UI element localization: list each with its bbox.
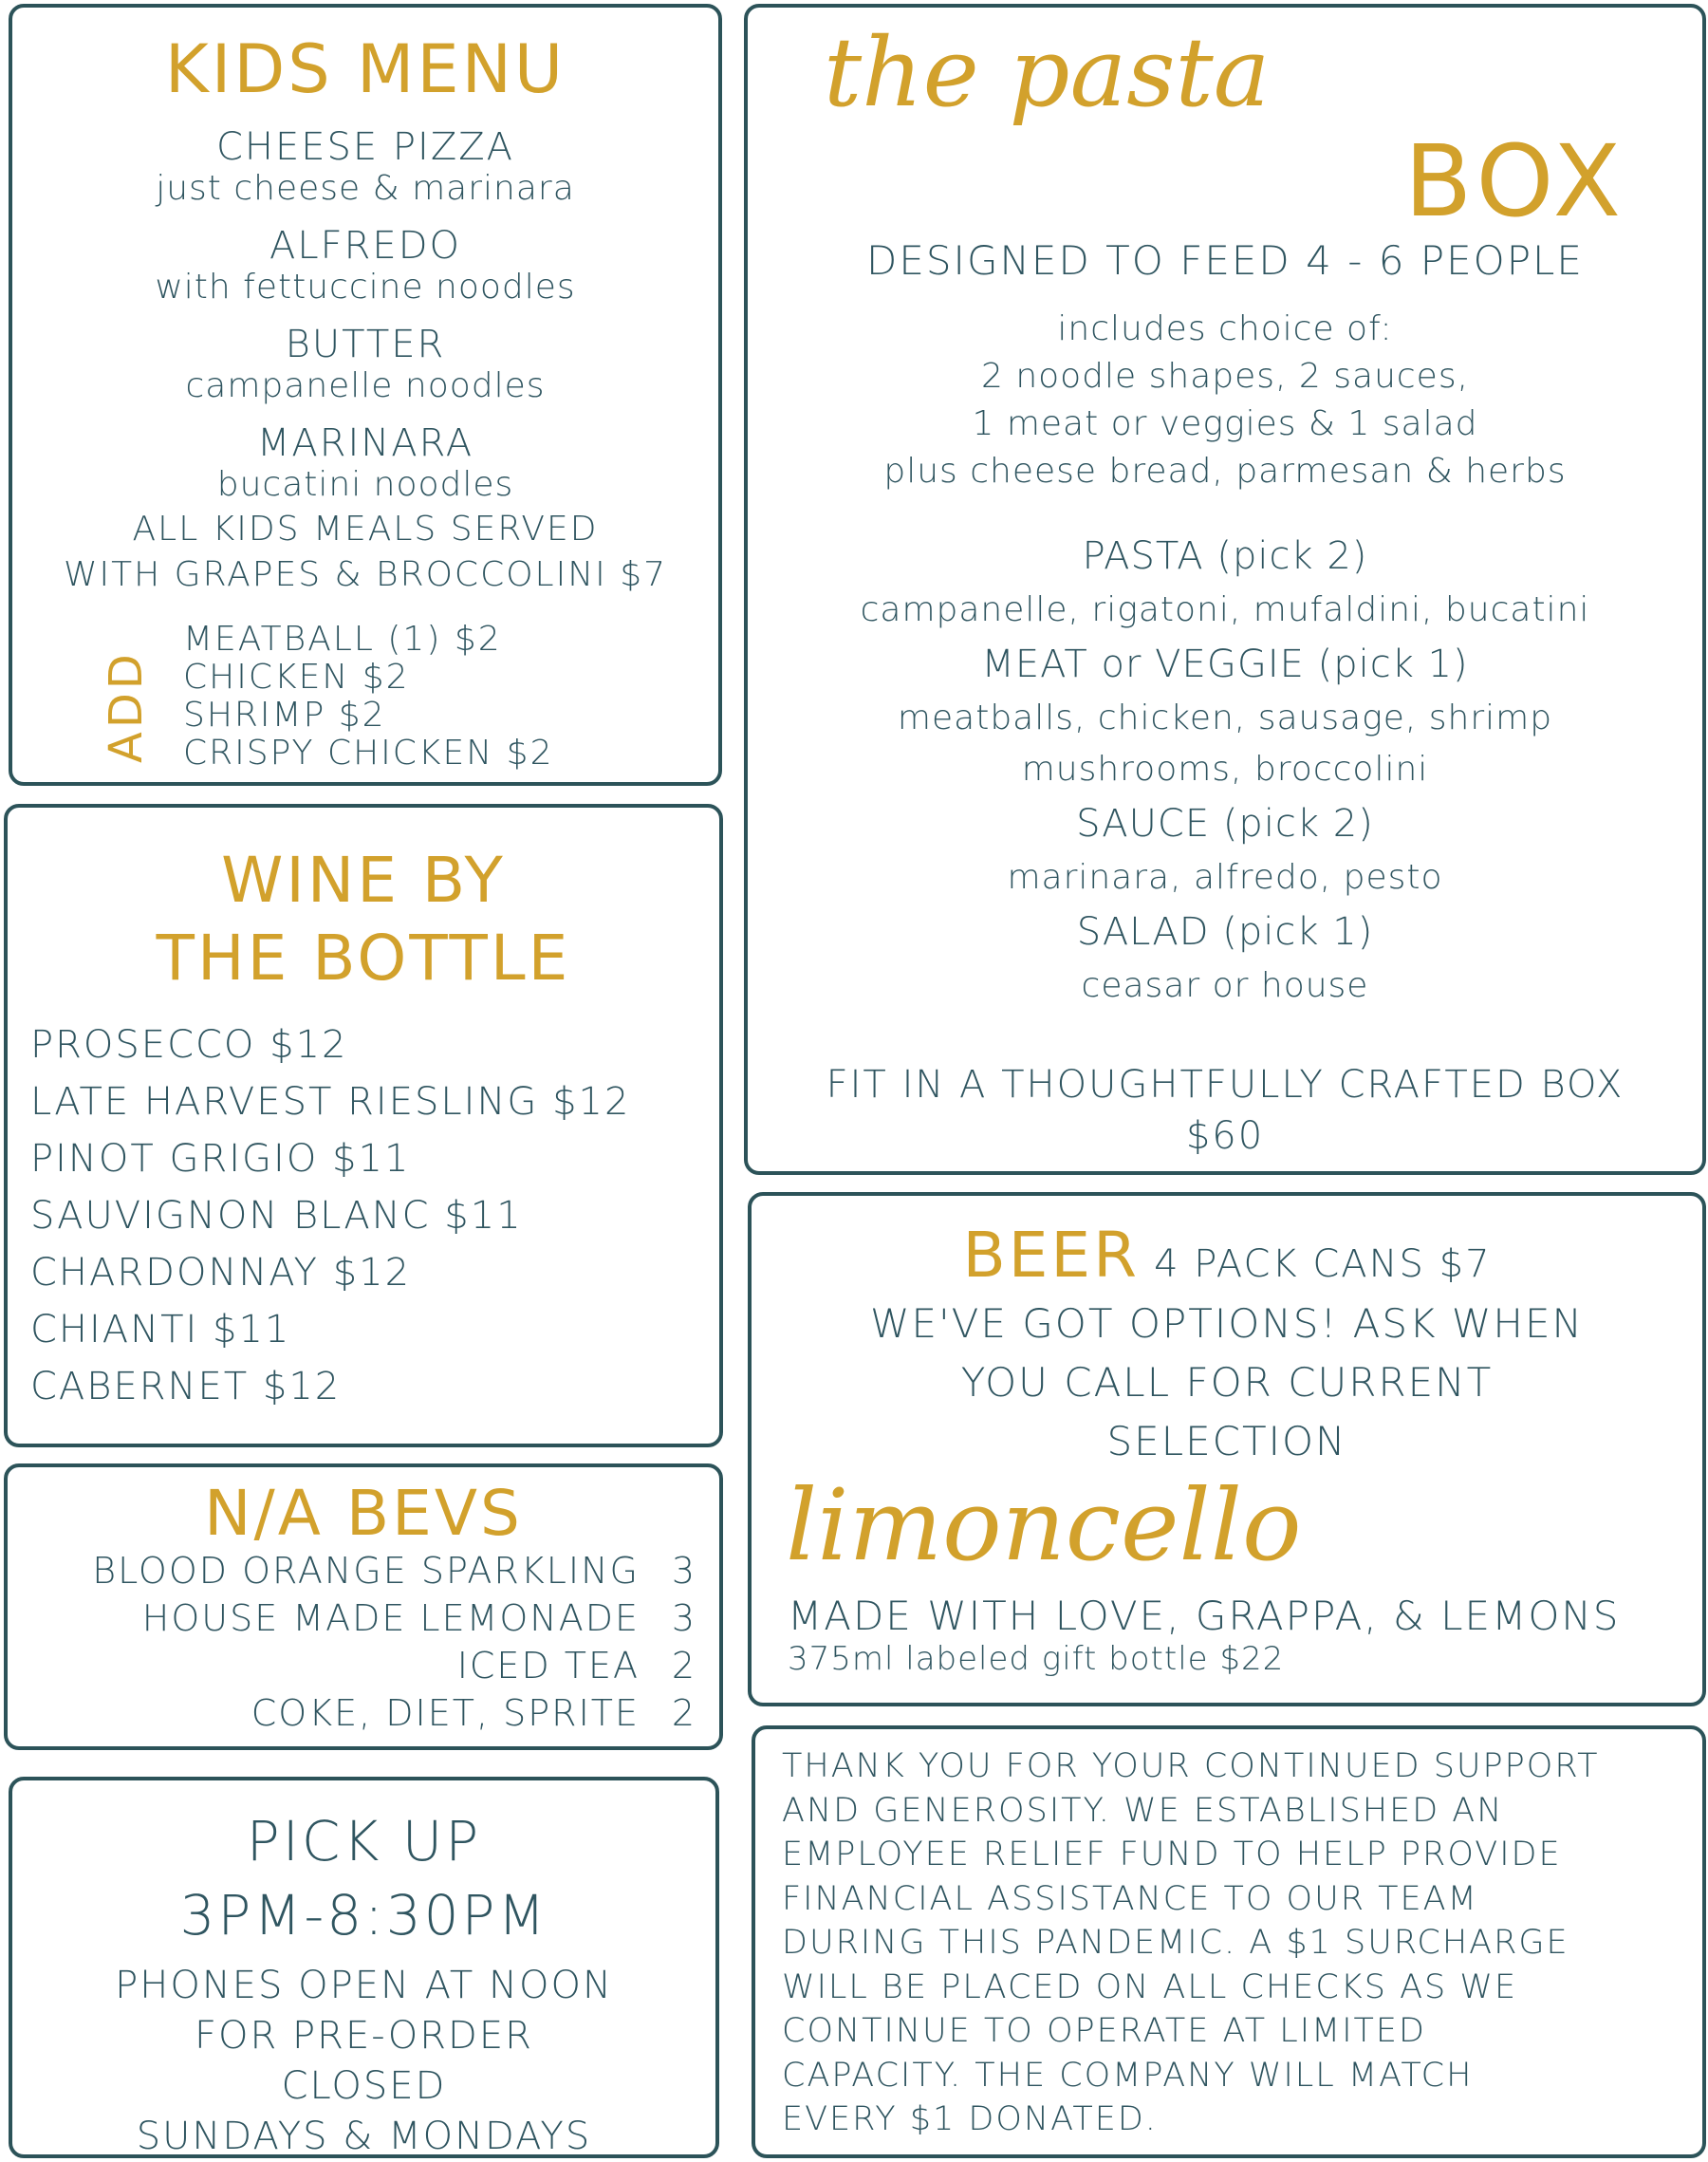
pickup-line: FOR PRE-ORDER	[195, 2014, 533, 2058]
wine-item: CABERNET $12	[30, 1365, 342, 1408]
thanks-line: EMPLOYEE RELIEF FUND TO HELP PROVIDE	[782, 1836, 1562, 1873]
kids-note-line: ALL KIDS MEALS SERVED	[132, 510, 599, 549]
beer-options-line: YOU CALL FOR CURRENT	[960, 1359, 1494, 1406]
pick-options: marinara, alfredo, pesto	[1007, 858, 1443, 897]
thanks-message	[782, 1744, 1685, 2142]
thanks-line: DURING THIS PANDEMIC. A $1 SURCHARGE	[782, 1924, 1569, 1962]
pick-heading: SAUCE (pick 2)	[1076, 802, 1374, 846]
kids-item-desc: just cheese & marinara	[156, 169, 575, 208]
limoncello-bottle: 375ml labeled gift bottle $22	[788, 1640, 1285, 1678]
kids-item-desc: bucatini noodles	[216, 465, 514, 504]
thanks-line: AND GENEROSITY. WE ESTABLISHED AN	[782, 1791, 1504, 1830]
na-bevs-panel	[4, 1463, 723, 1750]
kids-menu-item	[12, 224, 718, 308]
pick-options: meatballs, chicken, sausage, shrimp	[897, 699, 1553, 737]
add-on-item: CHICKEN $2	[183, 658, 410, 697]
beer-heading	[752, 1219, 1702, 1292]
kids-item-name: ALFREDO	[269, 224, 461, 268]
na-bev-name: ICED TEA	[456, 1645, 640, 1687]
thanks-line: CONTINUE TO OPERATE AT LIMITED	[782, 2012, 1426, 2050]
wine-item: CHIANTI $11	[30, 1308, 291, 1351]
kids-menu-item	[12, 323, 718, 406]
pasta-includes	[748, 306, 1702, 495]
add-ons-list	[183, 621, 553, 773]
pasta-script-title: the pasta	[824, 17, 1271, 128]
wine-title-line: WINE BY	[221, 844, 506, 917]
na-bevs-list	[92, 1547, 696, 1737]
wine-item: CHARDONNAY $12	[30, 1251, 412, 1295]
pick-heading: MEAT or VEGGIE (pick 1)	[981, 643, 1469, 686]
wine-title-line: THE BOTTLE	[156, 922, 571, 995]
pickup-hours: 3PM-8:30PM	[179, 1883, 548, 1948]
wine-list	[30, 1016, 630, 1415]
beer-options	[808, 1295, 1645, 1471]
pickup-line: CLOSED	[281, 2064, 447, 2108]
pick-options: mushrooms, broccolini	[1021, 750, 1429, 789]
kids-menu-items	[12, 125, 718, 520]
pasta-price: $60	[1185, 1114, 1265, 1158]
na-bev-name: COKE, DIET, SPRITE	[251, 1692, 640, 1734]
na-bev-row	[92, 1594, 696, 1642]
wine-title	[8, 842, 719, 997]
na-bev-row	[92, 1689, 696, 1737]
kids-menu-note	[12, 507, 718, 598]
na-bev-price: 2	[671, 1692, 696, 1734]
wine-item: SAUVIGNON BLANC $11	[30, 1194, 523, 1238]
wine-item: LATE HARVEST RIESLING $12	[30, 1080, 631, 1124]
pickup-line: SUNDAYS & MONDAYS	[136, 2115, 592, 2158]
pick-heading: SALAD (pick 1)	[1076, 910, 1374, 954]
na-bev-row	[92, 1642, 696, 1689]
includes-line: includes choice of:	[1057, 309, 1393, 348]
thanks-line: THANK YOU FOR YOUR CONTINUED SUPPORT	[782, 1747, 1600, 1785]
kids-menu-item	[12, 125, 718, 209]
pasta-picks	[748, 528, 1702, 1012]
kids-menu-title: KIDS MENU	[164, 30, 566, 108]
pickup-label: PICK UP	[246, 1809, 482, 1873]
kids-item-name: BUTTER	[285, 323, 446, 366]
pickup-info	[12, 1961, 715, 2162]
add-on-item: CRISPY CHICKEN $2	[183, 734, 554, 773]
pick-options: campanelle, rigatoni, mufaldini, bucatini	[860, 590, 1590, 629]
pickup-line: PHONES OPEN AT NOON	[115, 1964, 613, 2007]
kids-item-name: MARINARA	[256, 421, 474, 465]
beer-title: BEER	[962, 1219, 1140, 1292]
na-bev-name: HOUSE MADE LEMONADE	[141, 1597, 640, 1639]
beer-price: 4 PACK CANS $7	[1154, 1242, 1492, 1286]
wine-item: PINOT GRIGIO $11	[30, 1137, 411, 1181]
includes-line: 2 noodle shapes, 2 sauces,	[980, 357, 1470, 396]
limoncello-title: limoncello	[786, 1467, 1302, 1583]
includes-line: plus cheese bread, parmesan & herbs	[883, 452, 1567, 491]
thanks-line: FINANCIAL ASSISTANCE TO OUR TEAM	[782, 1879, 1478, 1918]
wine-panel	[4, 804, 723, 1447]
na-bev-name: BLOOD ORANGE SPARKLING	[92, 1550, 640, 1592]
kids-menu-panel	[9, 4, 722, 786]
thanks-line: CAPACITY. THE COMPANY WILL MATCH	[782, 2056, 1474, 2095]
pasta-fit-line: FIT IN A THOUGHTFULLY CRAFTED BOX	[826, 1063, 1624, 1107]
na-bev-row	[92, 1547, 696, 1594]
kids-item-desc: campanelle noodles	[185, 366, 546, 405]
kids-note-line: WITH GRAPES & BROCCOLINI $7	[63, 555, 668, 594]
thanks-line: EVERY $1 DONATED.	[782, 2100, 1158, 2138]
pasta-box-panel	[744, 4, 1706, 1175]
na-bev-price: 3	[671, 1597, 696, 1639]
add-on-item: MEATBALL (1) $2	[183, 620, 502, 659]
kids-menu-item	[12, 421, 718, 505]
pasta-box-word: BOX	[1404, 123, 1626, 239]
pasta-fit	[748, 1059, 1702, 1162]
na-bev-price: 3	[671, 1550, 696, 1592]
pickup-panel	[9, 1777, 719, 2158]
thanks-panel	[752, 1725, 1706, 2158]
add-on-item: SHRIMP $2	[183, 696, 386, 735]
kids-item-desc: with fettuccine noodles	[155, 268, 576, 307]
beer-panel	[748, 1192, 1706, 1706]
na-bevs-title: N/A BEVS	[204, 1477, 523, 1550]
beer-options-line: WE'VE GOT OPTIONS! ASK WHEN	[870, 1300, 1584, 1347]
beer-options-line: SELECTION	[1106, 1418, 1347, 1464]
pasta-feeds: DESIGNED TO FEED 4 - 6 PEOPLE	[866, 237, 1584, 284]
limoncello-desc: MADE WITH LOVE, GRAPPA, & LEMONS	[788, 1593, 1621, 1639]
pick-options: ceasar or house	[1081, 966, 1369, 1005]
thanks-line: WILL BE PLACED ON ALL CHECKS AS WE	[782, 1967, 1518, 2006]
kids-item-name: CHEESE PIZZA	[215, 125, 515, 169]
wine-item: PROSECCO $12	[30, 1023, 348, 1067]
na-bev-price: 2	[671, 1645, 696, 1687]
add-label: ADD	[100, 650, 153, 763]
pick-heading: PASTA (pick 2)	[1082, 534, 1368, 578]
includes-line: 1 meat or veggies & 1 salad	[972, 404, 1478, 443]
